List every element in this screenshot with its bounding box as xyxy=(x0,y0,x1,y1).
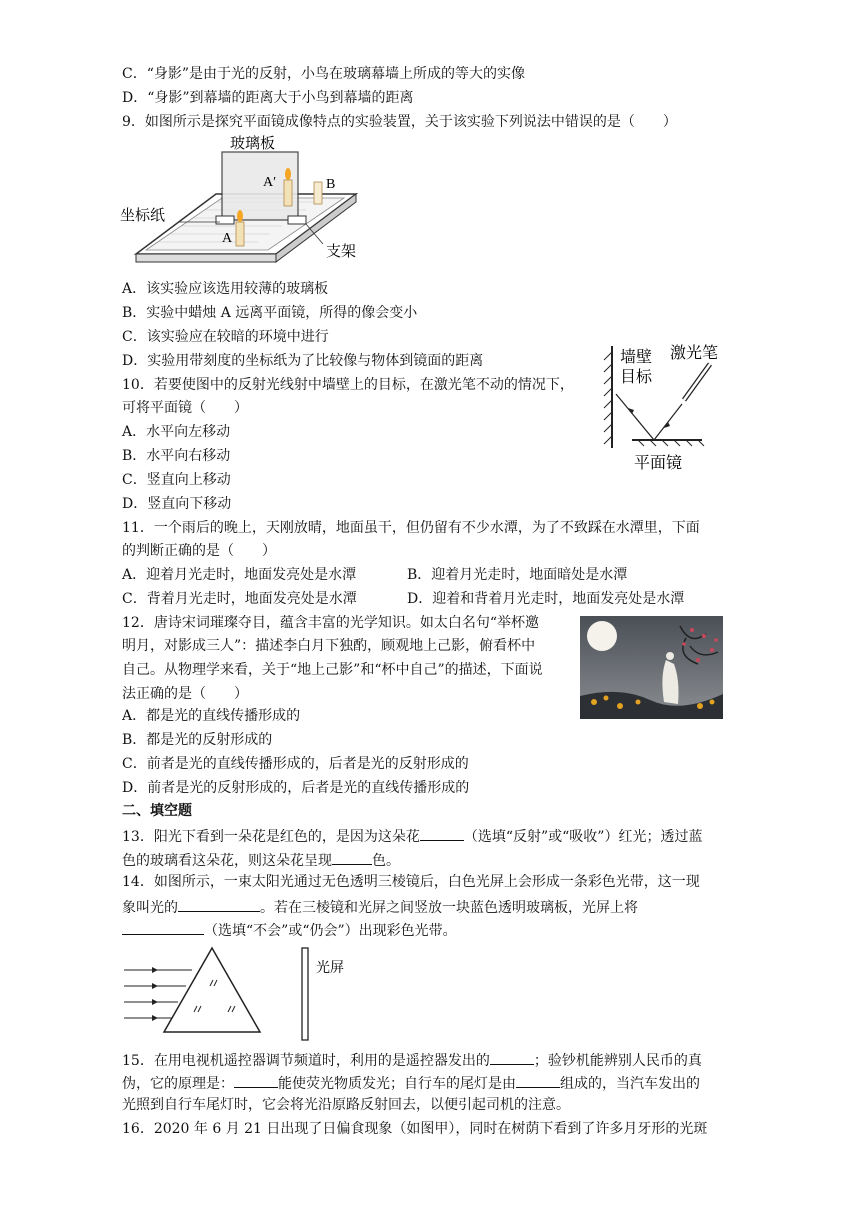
q12-stem-4: 法正确的是（ ） xyxy=(122,686,248,702)
q14-blank-1[interactable] xyxy=(178,897,260,912)
q12-option-a: A．都是光的直线传播形成的 xyxy=(122,708,301,724)
q15-text-1: 15．在用电视机遥控器调节频道时，利用的是遥控器发出的 xyxy=(122,1053,490,1069)
q13-text-4: 色。 xyxy=(372,853,400,869)
q15-text-5: 组成的，当汽车发出的 xyxy=(560,1076,700,1092)
q12-stem-2: 明月，对影成三人”：描述李白月下独酌，顾观地上己影，俯看杯中 xyxy=(122,638,536,654)
q9-option-a: A．该实验应该选用较薄的玻璃板 xyxy=(122,281,329,297)
q9-stem: 9．如图所示是探究平面镜成像特点的实验装置，关于该实验下列说法中错误的是（ ） xyxy=(122,114,677,130)
q13-text-3: 色的玻璃看这朵花，则这朵花呈现 xyxy=(122,853,332,869)
q14-prism-figure xyxy=(122,944,362,1044)
q13-line-1 xyxy=(122,826,702,846)
q9-option-d: D．实验用带刻度的坐标纸为了比较像与物体到镜面的距离 xyxy=(122,353,484,369)
paper-label: 坐标纸 xyxy=(120,207,166,224)
q14-blank-2[interactable] xyxy=(122,920,204,935)
q10-figure xyxy=(598,338,733,473)
q10-option-c: C．竖直向上移动 xyxy=(122,472,231,488)
q15-text-4: 能使荧光物质发光；自行车的尾灯是由 xyxy=(278,1076,516,1092)
q9-option-c: C．该实验应在较暗的环境中进行 xyxy=(122,329,329,345)
q13-text-1: 13．阳光下看到一朵花是红色的，是因为这朵花 xyxy=(122,829,420,845)
q15-line-3: 光照到自行车尾灯时，它会将光沿原路反射回去，以便引起司机的注意。 xyxy=(122,1097,570,1113)
image-a-label: A′ xyxy=(263,175,277,190)
q10-stem-2: 可将平面镜（ ） xyxy=(122,400,248,416)
candle-a-label: A xyxy=(222,231,233,246)
wall-label: 墙壁 xyxy=(620,349,653,366)
q8-option-c: C．“身影”是由于光的反射，小鸟在玻璃幕墙上所成的等大的实像 xyxy=(122,66,526,82)
q10-stem-1: 10．若要使图中的反射光线射中墙壁上的目标，在激光笔不动的情况下， xyxy=(122,377,574,393)
q14-line-2 xyxy=(122,897,638,917)
q12-stem-3: 自己。从物理学来看，关于“地上己影”和“杯中自己”的描述，下面说 xyxy=(122,662,543,678)
q12-option-b: B．都是光的反射形成的 xyxy=(122,732,273,748)
screen-label: 光屏 xyxy=(316,959,344,975)
q8-option-d: D．“身影”到幕墙的距离大于小鸟到幕墙的距离 xyxy=(122,90,414,106)
q16-line-1: 16．2020 年 6 月 21 日出现了日偏食现象（如图甲），同时在树荫下看到了许多月牙形的光斑 xyxy=(122,1121,708,1137)
q14-line-1: 14．如图所示，一束太阳光通过无色透明三棱镜后，白色光屏上会形成一条彩色光带，这一现 xyxy=(122,874,700,890)
q15-line-2 xyxy=(122,1073,700,1093)
q14-line-3 xyxy=(122,920,457,940)
q9-figure xyxy=(118,134,368,274)
q11-stem-2: 的判断正确的是（ ） xyxy=(122,543,276,559)
q12-moon-painting xyxy=(580,616,723,719)
q14-text-3: （选填“不会”或“仍会”）出现彩色光带。 xyxy=(204,923,457,939)
stand-label: 支架 xyxy=(326,243,357,260)
q11-option-c: C．背着月光走时，地面发亮处是水潭 xyxy=(122,591,357,607)
q13-blank-2[interactable] xyxy=(332,850,372,865)
q14-text-2: 。若在三棱镜和光屏之间竖放一块蓝色透明玻璃板，光屏上将 xyxy=(260,900,638,916)
q15-line-1 xyxy=(122,1050,702,1070)
target-label: 目标 xyxy=(620,369,653,386)
q13-blank-1[interactable] xyxy=(420,826,464,841)
q11-stem-1: 11．一个雨后的晚上，天刚放晴，地面虽干，但仍留有不少水潭，为了不致踩在水潭里，下面 xyxy=(122,520,700,536)
q11-option-b: B．迎着月光走时，地面暗处是水潭 xyxy=(407,567,628,583)
q13-line-2 xyxy=(122,850,400,870)
q11-option-d: D．迎着和背着月光走时，地面发亮处是水潭 xyxy=(407,591,685,607)
q12-stem-1: 12．唐诗宋词璀璨夺目，蕴含丰富的光学知识。如太白名句“举杯邀 xyxy=(122,615,539,631)
prism xyxy=(164,948,260,1032)
section-fill-in-blank: 二、填空题 xyxy=(122,803,192,819)
mirror-label: 平面镜 xyxy=(634,455,683,472)
q15-blank-3[interactable] xyxy=(516,1073,560,1088)
glass-label: 玻璃板 xyxy=(230,135,276,152)
q15-blank-2[interactable] xyxy=(234,1073,278,1088)
q10-option-a: A．水平向左移动 xyxy=(122,424,231,440)
q15-text-3: 伪，它的原理是： xyxy=(122,1076,234,1092)
q13-text-2: （选填“反射”或“吸收”）红光；透过蓝 xyxy=(463,829,703,845)
q12-option-c: C．前者是光的直线传播形成的，后者是光的反射形成的 xyxy=(122,756,469,772)
q10-option-d: D．竖直向下移动 xyxy=(122,496,232,512)
laser-label: 激光笔 xyxy=(670,345,719,362)
q12-option-d: D．前者是光的反射形成的，后者是光的直线传播形成的 xyxy=(122,780,470,796)
q15-text-2: ；验钞机能辨别人民币的真 xyxy=(533,1053,702,1069)
q9-option-b: B．实验中蜡烛 A 远离平面镜，所得的像会变小 xyxy=(122,305,418,321)
candle-b-label: B xyxy=(326,177,336,192)
screen xyxy=(302,948,308,1040)
q11-option-a: A．迎着月光走时，地面发亮处是水潭 xyxy=(122,567,357,583)
q10-option-b: B．水平向右移动 xyxy=(122,448,231,464)
q15-blank-1[interactable] xyxy=(490,1050,534,1065)
q14-text-1: 象叫光的 xyxy=(122,900,178,916)
